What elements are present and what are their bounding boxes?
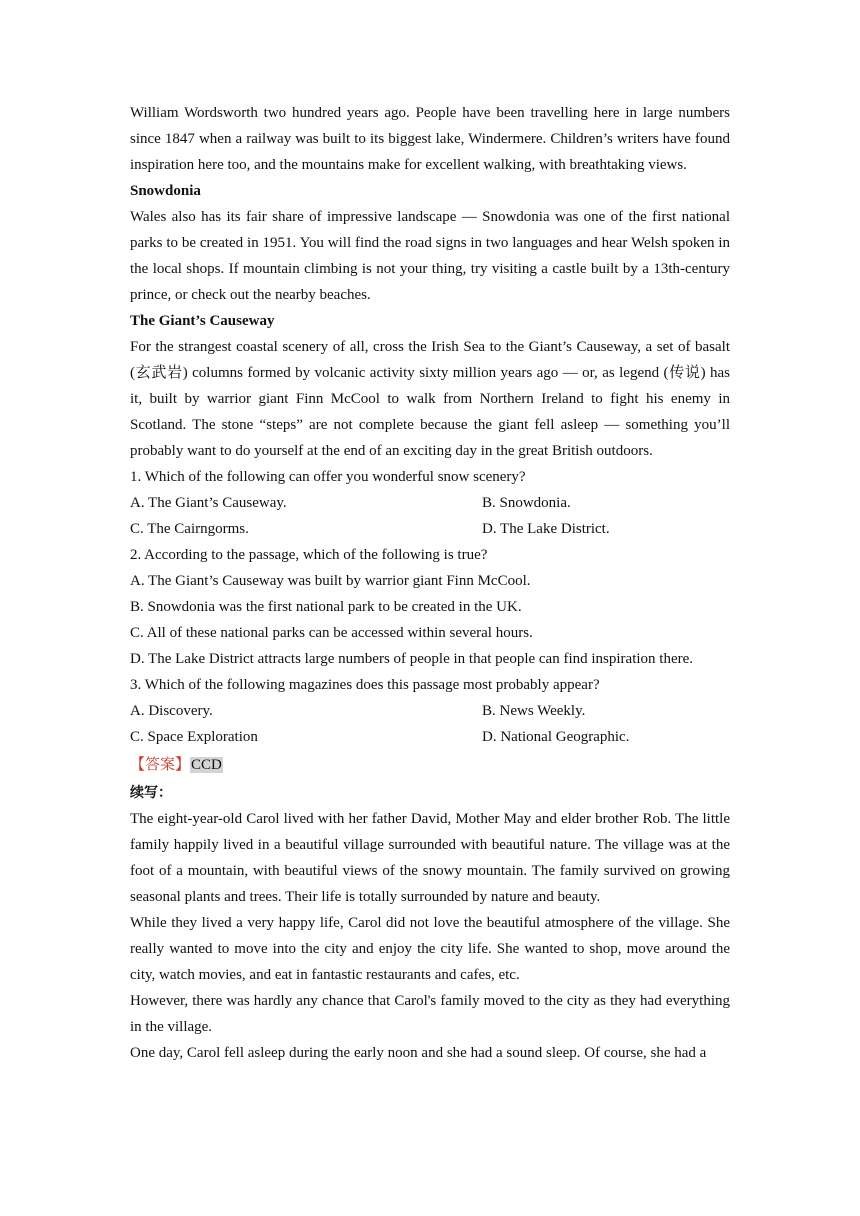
question-2-option-b: B. Snowdonia was the first national park to be created in the UK. [130,599,522,615]
continuation-heading: 续写： [130,785,172,801]
intro-paragraph: William Wordsworth two hundred years ago. People have been travelling here in large numbers since 1847 when a railway was built to its biggest lake, Windermere. Children’s writers have found inspiration here too, and the mountains make for excellent walking, with breathtaking views. [130,105,730,173]
question-3-option-a: A. Discovery. [130,703,213,719]
question-2-option-d: D. The Lake District attracts large numbers of people in that people can find inspiration there. [130,651,694,667]
question-1-options-row-1 [130,490,730,516]
section-heading-giants-causeway: The Giant’s Causeway [130,313,275,329]
answer-label: 【答案】 [130,757,191,773]
answer-line [130,752,730,778]
answer-value: CCD [191,757,222,773]
section-heading-snowdonia: Snowdonia [130,183,201,199]
continuation-paragraph: One day, Carol fell asleep during the early noon and she had a sound sleep. Of course, she had a [130,1045,707,1061]
question-3-options-row-1 [130,698,730,724]
question-1-stem: 1. Which of the following can offer you wonderful snow scenery? [130,469,526,485]
question-3-options-row-2 [130,724,730,750]
question-3-option-c: C. Space Exploration [130,729,258,745]
question-2-stem: 2. According to the passage, which of the following is true? [130,547,488,563]
question-3-option-d: D. National Geographic. [482,729,630,745]
section-body-snowdonia: Wales also has its fair share of impressive landscape — Snowdonia was one of the first national parks to be created in 1951. You will find the road signs in two languages and hear Welsh spoken in the local shops. If mountain climbing is not your thing, try visiting a castle built by a 13th-century prince, or check out the nearby beaches. [130,209,730,303]
continuation-paragraph: While they lived a very happy life, Carol did not love the beautiful atmosphere of the village. She really wanted to move into the city and enjoy the city life. She wanted to shop, move around the city, watch movies, and eat in fantastic restaurants and cafes, etc. [130,915,730,983]
question-3-option-b: B. News Weekly. [482,703,586,719]
question-1-option-d: D. The Lake District. [482,521,610,537]
document-content [130,100,730,1066]
question-1-option-b: B. Snowdonia. [482,495,571,511]
question-2-option-a: A. The Giant’s Causeway was built by warrior giant Finn McCool. [130,573,531,589]
section-body-giants-causeway: For the strangest coastal scenery of all, cross the Irish Sea to the Giant’s Causeway, a set of basalt (玄武岩) columns formed by volcanic activity sixty million years ago — or, as legend (传说) has it, built by warrior giant Finn McCool to walk from Northern Ireland to fight his enemy in Scotland. The stone “steps” are not complete because the giant fell asleep — something you’ll probably want to do yourself at the end of an exciting day in the great British outdoors. [130,339,730,459]
question-1-option-c: C. The Cairngorms. [130,521,249,537]
continuation-paragraph: The eight-year-old Carol lived with her father David, Mother May and elder brother Rob. The little family happily lived in a beautiful village surrounded with beautiful nature. The village was at the foot of a mountain, with beautiful views of the snowy mountain. The family survived on growing seasonal plants and trees. Their life is totally surrounded by nature and beauty. [130,811,730,905]
question-2-option-c: C. All of these national parks can be accessed within several hours. [130,625,533,641]
continuation-paragraph: However, there was hardly any chance that Carol's family moved to the city as they had everything in the village. [130,993,730,1035]
question-3-stem: 3. Which of the following magazines does this passage most probably appear? [130,677,600,693]
question-1-options-row-2 [130,516,730,542]
question-1-option-a: A. The Giant’s Causeway. [130,495,287,511]
